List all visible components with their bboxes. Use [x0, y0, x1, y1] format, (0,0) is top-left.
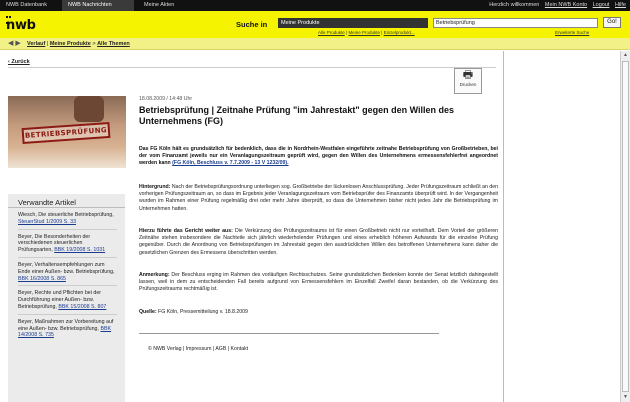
list-item [18, 262, 117, 286]
related-link[interactable]: SteuerStud 1/2009 S. 33 [18, 218, 77, 225]
logo-marks [6, 14, 14, 17]
list-item [18, 319, 117, 342]
advanced-search-link[interactable]: Erweiterte Suche [555, 30, 590, 35]
related-text: Beyer, Maßnahmen zur Vorbereitung auf eine Außen- bzw. Betriebsprüfung, [18, 318, 114, 332]
welcome-text: Herzlich willkommen [489, 2, 540, 8]
scroll-up-icon[interactable]: ▲ [623, 52, 628, 58]
vertical-scrollbar[interactable] [620, 51, 630, 402]
history-arrows [8, 39, 21, 47]
tab-nwb-nachrichten[interactable]: NWB Nachrichten [62, 0, 134, 11]
search-label: Suche in [236, 20, 268, 29]
paragraph-text: Nach der Betriebsprüfungsordnung unterliegen sog. Großbetriebe der lückenlosen Anschlussprüfung. Jeder Prüfungszeitraum schließt an den vorherigen Prüfungszeitraum an, so dass im Ergebnis jeder Veranlagungszeitraum vom Betriebsprüfer des Finanzamts überprüft wird. In der Vergangenheit wurden im Rahmen einer Prüfung regelmäßig drei oder mehr Jahre überprüft, so dass die Unternehmen bisher nicht jedes Jahr die Betriebsprüfung im Unternehmen hatten. [139, 184, 498, 212]
help-link[interactable]: Hilfe [614, 2, 626, 8]
article-header [139, 96, 498, 127]
breadcrumb-trail: Verlauf | Meine Produkte > Alle Themen [27, 41, 130, 47]
back-arrow-icon[interactable]: ◀ [8, 40, 14, 47]
print-button[interactable] [454, 68, 482, 94]
stamp-graphic: BETRIEBSPRÜFUNG [22, 122, 111, 144]
related-link[interactable]: BBK 19/2008 S. 1031 [54, 247, 106, 254]
logout-link[interactable]: Logout [592, 2, 610, 8]
print-label: Drucken [459, 82, 477, 87]
paragraph-text: Die Verkürzung des Prüfungszeitraums ist für einen Großbetrieb nicht nur vorteilhaft. Dem Vorteil der größeren Zeitnähe stehen insbesondere die Nachteile sich jährlich wiederholender Prüfungen und eines erheblich höheren Aufwands für die einzelne Prüfung gegenüber. Durch die Anordnung von Betriebsprüfungen im Jahrestakt gegen den ausdrücklichen Willen des betroffenen Unternehmens kann daher die gesetzlichen Grenzen des Ermessens überschritten werden. [139, 228, 498, 256]
list-item [18, 290, 117, 314]
related-link[interactable]: BBK 16/2008 S. 865 [18, 275, 67, 282]
related-articles [8, 194, 125, 402]
search-input[interactable]: Betriebsprüfung [433, 18, 598, 28]
lead-decision-link[interactable]: (FG Köln, Beschluss v. 7.7.2009 - 13 V 1232/09). [172, 160, 289, 167]
paragraph-label: Hintergrund: [139, 184, 171, 190]
list-item [18, 234, 117, 258]
footer-divider [139, 333, 439, 334]
related-text: Beyer, Die Besonderheiten der verschiedenen steuerlichen Prüfungsarten, [18, 233, 91, 254]
related-link[interactable]: BBK 15/2008 S. 807 [58, 303, 107, 310]
scope-links: Alle Produkte | Meine Produkte | Einzelprodukt... [318, 30, 415, 35]
paragraph-text: Der Beschluss erging im Rahmen des vorläufigen Rechtsschutzes. Seine grundsätzlichen Bedenken konnte der Senat letztlich dahingestellt lassen, weil in dem zu entscheidenden Fall bereits aufgrund von Ermessensfehlern im Einzelfall Zweifel daran bestanden, ob die Verkürzung des Prüfungszeitraums rechtmäßig ist. [139, 272, 498, 293]
go-button[interactable]: Go! [603, 17, 621, 28]
my-account-link[interactable]: Mein NWB Konto [544, 2, 588, 8]
article-lead [139, 146, 498, 168]
footer-links[interactable]: © NWB Verlag | Impressum | AGB | Kontakt [148, 346, 249, 352]
breadcrumb-separator-icon: > [92, 41, 96, 47]
related-text: Wiesch, Die steuerliche Betriebsprüfung, [18, 212, 114, 218]
tab-nwb-datenbank[interactable]: NWB Datenbank [6, 2, 47, 8]
related-title: Verwandte Artikel [8, 194, 125, 208]
source-text: FG Köln, Pressemitteilung v. 18.8.2009 [158, 309, 248, 315]
nwb-logo[interactable]: nwb [6, 18, 36, 33]
article-photo [8, 96, 126, 168]
breadcrumb-alle-themen[interactable]: Alle Themen [97, 41, 130, 47]
article-source [139, 309, 248, 315]
scope-link-single-product[interactable]: Einzelprodukt... [383, 30, 415, 35]
forward-arrow-icon[interactable]: ▶ [15, 40, 21, 47]
scroll-thumb[interactable] [622, 61, 629, 392]
main-content [0, 51, 503, 402]
breadcrumb [0, 38, 630, 50]
back-link[interactable]: ‹ Zurück [8, 59, 30, 65]
hand-shape [74, 96, 104, 122]
paragraph-background [139, 184, 498, 213]
back-link-label: Zurück [11, 59, 30, 65]
article-title: Betriebsprüfung | Zeitnahe Prüfung "im Jahrestakt" gegen den Willen des Unternehmens (FG) [139, 105, 455, 126]
related-text: Beyer, Verhaltensempfehlungen zum Ende einer Außen- bzw. Betriebsprüfung, [18, 261, 115, 275]
scope-link-my-products[interactable]: Meine Produkte [348, 30, 380, 35]
related-text: Beyer, Rechte und Pflichten bei der Durchführung einer Außen- bzw. Betriebsprüfung, [18, 290, 102, 310]
list-item [18, 212, 117, 230]
right-panel [503, 51, 620, 402]
divider [8, 67, 496, 68]
scope-link-all-products[interactable]: Alle Produkte [318, 30, 345, 35]
paragraph-label: Anmerkung: [139, 272, 170, 278]
account-links [485, 0, 626, 11]
paragraph-note [139, 272, 498, 294]
paragraph-court [139, 228, 498, 257]
article-date: 18.08.2009 / 14:48 Uhr [139, 96, 193, 102]
paragraph-label: Hierzu führte das Gericht weiter aus: [139, 228, 233, 234]
breadcrumb-meine-produkte[interactable]: Meine Produkte [49, 41, 91, 47]
breadcrumb-verlauf[interactable]: Verlauf [27, 41, 46, 47]
search-scope-select[interactable]: Meine Produkte [278, 18, 428, 28]
tab-meine-akten[interactable]: Meine Akten [144, 2, 175, 8]
source-label: Quelle: [139, 309, 157, 315]
lead-text: Das FG Köln hält es grundsätzlich für bedenklich, dass die in Nordrhein-Westfalen eingeführte zeitnahe Betriebsprüfung von Großbetrieben, bei der vom Finanzamt jeweils nur ein Veranlagungszeitraum geprüft wird, gegen den Willen des Unternehmens ermessensfehlerfrei angeordnet werden kann [139, 146, 498, 167]
printer-icon: 🖶 [462, 69, 474, 81]
header [0, 11, 630, 38]
scroll-down-icon[interactable]: ▼ [623, 394, 628, 400]
related-link[interactable]: BBK 14/2008 S. 735 [18, 325, 112, 339]
top-navigation-bar [0, 0, 630, 11]
